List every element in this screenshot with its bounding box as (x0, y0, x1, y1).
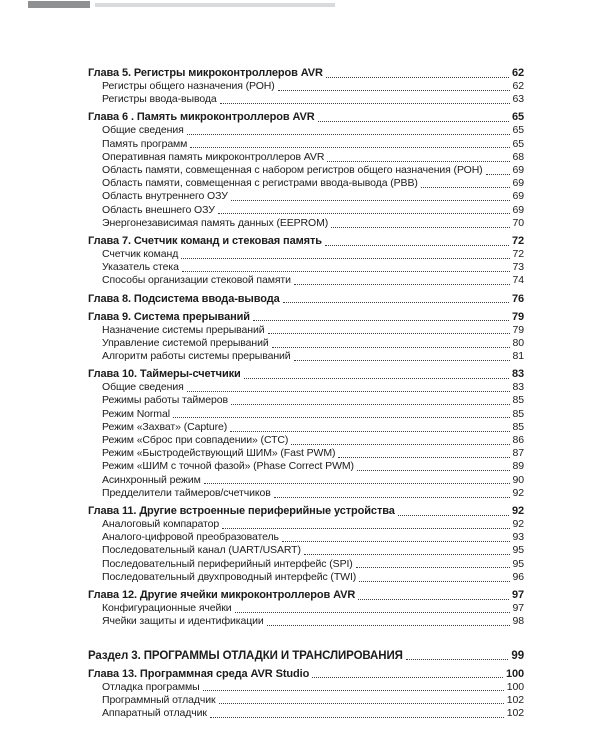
toc-entry-page: 85 (512, 407, 524, 420)
toc-entry-label: Конфигурационные ячейки (102, 602, 232, 615)
toc-chapter-entry (88, 367, 524, 381)
toc-entry-page: 100 (505, 667, 524, 680)
toc-entry-page: 65 (511, 111, 524, 124)
toc-entry-page: 69 (512, 190, 524, 203)
toc-entry-label: Режим «ШИМ с точной фазой» (Phase Correct PWM) (102, 460, 354, 473)
toc-entry-page: 87 (512, 447, 524, 460)
toc-entry-page: 62 (511, 67, 524, 79)
toc-entry-label: Режим «Сброс при совпадении» (СТС) (102, 434, 289, 447)
toc-entry-page: 83 (511, 368, 524, 381)
toc-entry-page: 98 (512, 615, 524, 628)
toc-subentry (88, 274, 524, 287)
toc-entry-page: 102 (506, 706, 524, 719)
toc-entry-page: 92 (512, 486, 524, 499)
toc-entry-page: 100 (506, 680, 524, 693)
toc-entry-page: 73 (512, 261, 524, 274)
toc-entry-label: Режимы работы таймеров (102, 394, 228, 407)
toc-entry-page: 95 (512, 544, 524, 557)
toc-subentry (88, 518, 524, 531)
toc-subentry (88, 531, 524, 544)
toc-subentry (88, 434, 524, 447)
toc-entry-page: 69 (512, 164, 524, 177)
toc-entry-label: Назначение системы прерываний (102, 323, 265, 336)
toc-subentry (88, 324, 524, 337)
toc-entry-label: Аппаратный отладчик (102, 706, 207, 719)
dot-leader (244, 378, 509, 379)
toc-entry-page: 102 (506, 693, 524, 706)
toc-list (88, 62, 524, 720)
toc-entry-page: 74 (512, 274, 524, 287)
toc-chapter-entry (88, 66, 524, 80)
toc-entry-page: 89 (512, 460, 524, 473)
toc-entry-label: Глава 8. Подсистема ввода-вывода (88, 292, 280, 305)
dot-leader (268, 333, 510, 334)
dot-leader (356, 567, 510, 568)
toc-subentry (88, 164, 524, 177)
toc-entry-page: 68 (512, 150, 524, 163)
dot-leader (187, 134, 510, 135)
toc-subentry (88, 421, 524, 434)
toc-entry-page: 69 (512, 177, 524, 190)
dot-leader (326, 77, 509, 78)
toc-entry-page: 97 (511, 589, 524, 602)
toc-entry-page: 72 (512, 248, 524, 261)
toc-entry-label: Алгоритм работы системы прерываний (102, 350, 291, 363)
dot-leader (220, 103, 510, 104)
toc-subentry (88, 381, 524, 394)
toc-entry-page: 80 (512, 336, 524, 349)
toc-entry-page: 92 (511, 505, 524, 518)
dot-leader (219, 703, 504, 704)
toc-chapter-entry (88, 504, 524, 518)
toc-entry-page: 97 (512, 602, 524, 615)
toc-entry-label: Аналого-цифровой преобразователь (102, 531, 279, 544)
toc-entry-page: 65 (512, 137, 524, 150)
toc-subentry (88, 204, 524, 217)
toc-entry-label: Режим «Быстродействующий ШИМ» (Fast PWM) (102, 447, 336, 460)
toc-entry-page: 86 (512, 434, 524, 447)
toc-entry-label: Способы организации стековой памяти (102, 274, 291, 287)
toc-entry-page: 65 (512, 124, 524, 137)
toc-entry-label: Управление системой прерываний (102, 336, 269, 349)
toc-entry-label: Область внешнего ОЗУ (102, 203, 215, 216)
dot-leader (359, 581, 509, 582)
toc-subentry (88, 217, 524, 230)
toc-entry-page: 90 (512, 473, 524, 486)
toc-entry-page: 70 (512, 216, 524, 229)
toc-subentry (88, 394, 524, 407)
toc-entry-label: Оперативная память микроконтроллеров AVR (102, 150, 325, 163)
dot-leader (267, 625, 510, 626)
dot-leader (203, 690, 504, 691)
toc-subentry (88, 544, 524, 557)
toc-entry-label: Предделители таймеров/счетчиков (102, 486, 271, 499)
toc-entry-label: Отладка программы (102, 680, 200, 693)
toc-subentry (88, 337, 524, 350)
toc-subentry (88, 124, 524, 137)
dot-leader (357, 470, 510, 471)
toc-entry-page: 85 (512, 394, 524, 407)
dot-leader (294, 360, 510, 361)
toc-subentry (88, 571, 524, 584)
toc-entry-label: Последовательный двухпроводный интерфейс (TWI) (102, 570, 357, 583)
toc-entry-label: Область памяти, совмещенная с набором регистров общего назначения (РОН) (102, 164, 483, 177)
toc-entry-page: 92 (512, 518, 524, 531)
toc-entry-label: Глава 10. Таймеры-счетчики (88, 368, 241, 381)
dot-leader (218, 213, 510, 214)
toc-entry-page: 76 (511, 292, 524, 305)
toc-entry-page: 62 (512, 80, 524, 92)
toc-entry-label: Глава 13. Программная среда AVR Studio (88, 667, 310, 680)
dot-leader (274, 497, 510, 498)
toc-entry-page: 99 (511, 649, 524, 662)
toc-subentry (88, 80, 524, 93)
toc-entry-label: Последовательный периферийный интерфейс (SPI) (102, 557, 353, 570)
dot-leader (272, 347, 510, 348)
toc-entry-label: Регистры ввода-вывода (102, 93, 217, 106)
toc-entry-page: 95 (512, 557, 524, 570)
toc-entry-label: Энергонезависимая память данных (EEPROM) (102, 216, 329, 229)
toc-subentry (88, 190, 524, 203)
toc-entry-label: Глава 11. Другие встроенные периферийные устройства (88, 505, 395, 518)
dot-leader (312, 677, 503, 678)
toc-entry-label: Асинхронный режим (102, 473, 201, 486)
toc-entry-label: Ячейки защиты и идентификации (102, 615, 264, 628)
toc-entry-label: Память программ (102, 137, 188, 150)
toc-subentry (88, 408, 524, 421)
toc-chapter-entry (88, 292, 524, 306)
toc-subentry (88, 138, 524, 151)
toc-entry-page: 72 (511, 235, 524, 248)
dot-leader (235, 612, 510, 613)
dot-leader (294, 284, 510, 285)
toc-subentry (88, 615, 524, 628)
toc-subentry (88, 707, 524, 720)
toc-entry-label: Область памяти, совмещенная с регистрами ввода-вывода (РВВ) (102, 177, 418, 190)
toc-entry-label: Режим Normal (102, 407, 170, 420)
scan-artifact-dark (28, 1, 90, 8)
toc-subentry (88, 474, 524, 487)
toc-subentry (88, 261, 524, 274)
dot-leader (406, 659, 509, 660)
toc-entry-label: Режим «Захват» (Capture) (102, 420, 228, 433)
toc-entry-label: Указатель стека (102, 261, 179, 274)
toc-entry-label: Регистры общего назначения (РОН) (102, 80, 275, 92)
dot-leader (318, 121, 509, 122)
toc-entry-page: 69 (512, 203, 524, 216)
toc-entry-page: 79 (512, 323, 524, 336)
dot-leader (327, 161, 509, 162)
dot-leader (230, 431, 509, 432)
dot-leader (204, 483, 510, 484)
dot-leader (325, 245, 509, 246)
dot-leader (278, 90, 510, 91)
toc-subentry (88, 151, 524, 164)
toc-subentry (88, 602, 524, 615)
dot-leader (182, 271, 510, 272)
dot-leader (283, 302, 509, 303)
toc-chapter-entry (88, 667, 524, 681)
dot-leader (338, 457, 509, 458)
dot-leader (253, 320, 509, 321)
toc-subentry (88, 350, 524, 363)
dot-leader (331, 227, 509, 228)
toc-entry-page: 85 (512, 420, 524, 433)
toc-entry-page: 96 (512, 570, 524, 583)
dot-leader (486, 174, 510, 175)
toc-entry-label: Счетчик команд (102, 248, 179, 261)
scan-artifact-light (95, 3, 335, 7)
dot-leader (190, 147, 509, 148)
toc-entry-label: Аналоговый компаратор (102, 518, 220, 531)
toc-subentry (88, 447, 524, 460)
toc-chapter-entry (88, 234, 524, 248)
toc-subentry (88, 487, 524, 500)
toc-entry-label: Общие сведения (102, 381, 184, 394)
toc-subentry (88, 694, 524, 707)
dot-leader (282, 541, 510, 542)
toc-entry-page: 83 (512, 381, 524, 394)
dot-leader (398, 515, 509, 516)
toc-subentry (88, 93, 524, 106)
dot-leader (181, 258, 509, 259)
toc-subentry (88, 558, 524, 571)
toc-entry-label: Последовательный канал (UART/USART) (102, 544, 301, 557)
dot-leader (231, 200, 510, 201)
dot-leader (173, 417, 510, 418)
dot-leader (231, 404, 510, 405)
dot-leader (291, 444, 509, 445)
toc-entry-page: 93 (512, 531, 524, 544)
toc-entry-label: Область внутреннего ОЗУ (102, 190, 228, 203)
toc-chapter-entry (88, 310, 524, 324)
toc-entry-label: Глава 12. Другие ячейки микроконтроллеров AVR (88, 589, 356, 602)
toc-subentry (88, 248, 524, 261)
toc-entry-label: Глава 6 . Память микроконтроллеров AVR (88, 111, 315, 124)
toc-entry-page: 81 (512, 350, 524, 363)
dot-leader (304, 554, 510, 555)
dot-leader (222, 528, 509, 529)
toc-section-entry (88, 649, 524, 663)
dot-leader (421, 187, 510, 188)
dot-leader (358, 599, 509, 600)
toc-entry-label: Раздел 3. ПРОГРАММЫ ОТЛАДКИ И ТРАНСЛИРОВАНИЯ (88, 649, 403, 662)
toc-entry-page: 63 (512, 93, 524, 106)
toc-subentry (88, 177, 524, 190)
toc-entry-page: 79 (511, 310, 524, 323)
toc-subentry (88, 460, 524, 473)
dot-leader (187, 391, 510, 392)
toc-entry-label: Программный отладчик (102, 693, 216, 706)
toc-entry-label: Глава 5. Регистры микроконтроллеров AVR (88, 67, 323, 79)
toc-entry-label: Общие сведения (102, 124, 184, 137)
dot-leader (210, 717, 504, 718)
toc-chapter-entry (88, 588, 524, 602)
toc-entry-label: Глава 7. Счетчик команд и стековая память (88, 235, 322, 248)
toc-chapter-entry (88, 110, 524, 124)
toc-subentry (88, 681, 524, 694)
toc-entry-label: Глава 9. Система прерываний (88, 310, 250, 323)
